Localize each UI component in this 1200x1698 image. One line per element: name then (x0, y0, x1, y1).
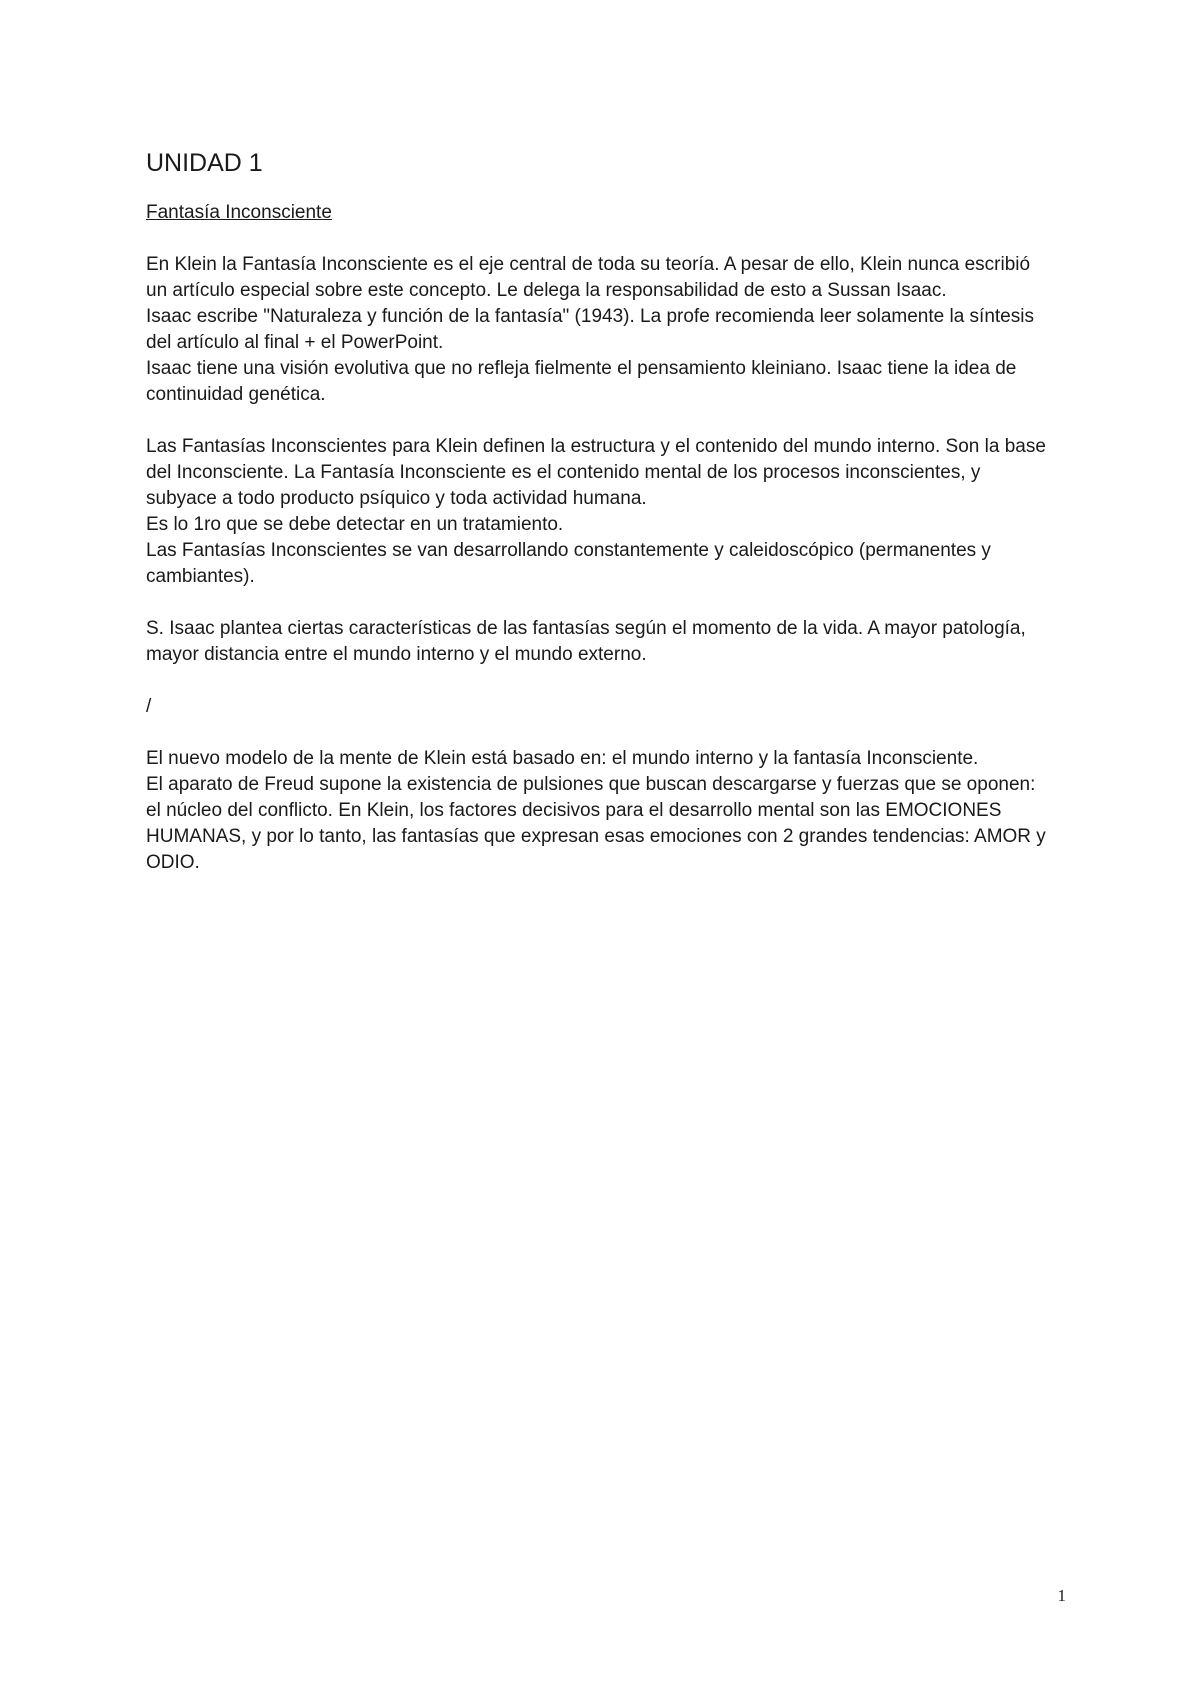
page-title: UNIDAD 1 (146, 149, 263, 177)
paragraph-line: El aparato de Freud supone la existencia de pulsiones que buscan descargarse y fuerzas que se oponen: el núcleo del conflicto. En Klein, los factores decisivos para el desarrollo mental son las EMOCIONES HUMANAS, y por lo tanto, las fantasías que expresan esas emociones con 2 grandes tendencias: AMOR y ODIO. (146, 774, 1046, 873)
separator-slash: / (146, 696, 152, 717)
paragraph-line: S. Isaac plantea ciertas características de las fantasías según el momento de la vida. A mayor patología, mayor distancia entre el mundo interno y el mundo externo. (146, 618, 1026, 665)
paragraph-line: Es lo 1ro que se debe detectar en un tratamiento. (146, 514, 564, 535)
paragraph-1 (146, 252, 1046, 408)
paragraph-line: En Klein la Fantasía Inconsciente es el eje central de toda su teoría. A pesar de ello, Klein nunca escribió un artículo especial sobre este concepto. Le delega la responsabilidad de esto a Sussan Isaac. (146, 254, 1031, 301)
separator-paragraph (146, 694, 1046, 720)
page-content (146, 146, 1046, 902)
paragraph-line: El nuevo modelo de la mente de Klein está basado en: el mundo interno y la fantasía Inconsciente. (146, 748, 979, 769)
paragraph-line: Las Fantasías Inconscientes para Klein definen la estructura y el contenido del mundo interno. Son la base del Inconsciente. La Fantasía Inconsciente es el contenido mental de los procesos inconscientes, y subyace a todo producto psíquico y toda actividad humana. (146, 436, 1046, 509)
paragraph-line: Isaac tiene una visión evolutiva que no refleja fielmente el pensamiento kleiniano. Isaac tiene la idea de continuidad genética. (146, 358, 1017, 405)
paragraph-line: Las Fantasías Inconscientes se van desarrollando constantemente y caleidoscópico (permanentes y cambiantes). (146, 540, 991, 587)
page-number: 1 (1057, 1586, 1066, 1605)
paragraph-3 (146, 616, 1046, 668)
paragraph-5 (146, 746, 1046, 876)
paragraph-2 (146, 434, 1046, 590)
section-heading: Fantasía Inconsciente (146, 202, 332, 223)
paragraph-line: Isaac escribe "Naturaleza y función de la fantasía" (1943). La profe recomienda leer solamente la síntesis del artículo al final + el PowerPoint. (146, 306, 1034, 353)
